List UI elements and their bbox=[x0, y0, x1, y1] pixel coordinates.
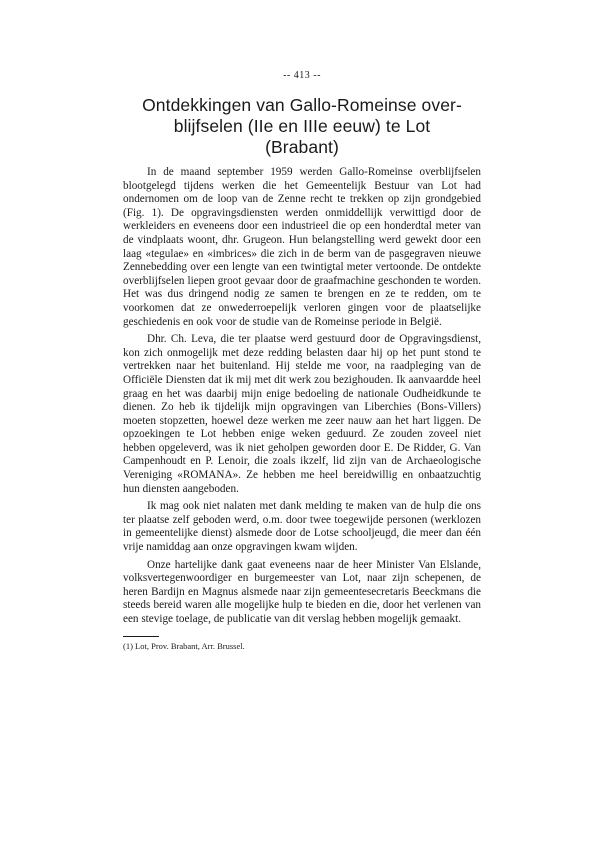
paragraph-1: In de maand september 1959 werden Gallo-Romeinse overblijfselen blootgelegd tijdens werken die het Gemeentelijk Bestuur van Lot had ondernomen om de loop van de Zenne recht te trekken op zijn grondgebied (Fig. 1). De opgravingsdiensten werden onmiddellijk verwittigd door de werkleiders en eveneens door een industrieel die op een honderdtal meter van de vindplaats woont, dhr. Grugeon. Hun belangstelling werd gewekt door een laag «tegulae» en «imbrices» die zich in de berm van de pasgegraven nieuwe Zennebedding over een lengte van een twintigtal meter vertoonde. De ontdekte overblijfselen liepen groot gevaar door de graafmachine geschonden te worden. Het was dus dringend nodig ze samen te brengen en ze te redden, om te voorkomen dat ze onwederroepelijk verloren gingen voor de plaatselijke geschiedenis en ook voor de studie van de Romeinse periode in België. bbox=[123, 166, 481, 328]
paragraph-2: Dhr. Ch. Leva, die ter plaatse werd gestuurd door de Opgravingsdienst, kon zich onmogelijk met deze redding belasten daar hij op het punt stond te vertrekken naar het buitenland. Hij stelde me voor, na raadpleging van de Officiële Diensten dat ik mij met dit werk zou bezighouden. Ik aanvaardde heel graag en het was daarbij mijn enige bedoeling de nationale Oudheidkunde te dienen. Zo heb ik tijdelijk mijn opgravingen van Liberchies (Bons-Villers) moeten stopzetten, hoewel deze werken me zeer nauw aan het hart liggen. De opzoekingen te Lot hebben enige weken geduurd. Ze zouden zoveel niet hebben opgeleverd, was ik niet geholpen geworden door E. De Ridder, G. Van Campenhoudt en P. Lenoir, die zoals ikzelf, lid zijn van de Archaeologische Vereniging «ROMANA». Ze hebben me heel bereidwillig en onbaatzuchtig hun diensten aangeboden. bbox=[123, 333, 481, 495]
paragraph-3: Ik mag ook niet nalaten met dank melding te maken van de hulp die ons ter plaatse zelf geboden werd, o.m. door twee toegewijde personen (werklozen in gemeentelijke dienst) alsmede door de Lotse schooljeugd, die meer dan één vrije namiddag aan onze opgravingen kwam wijden. bbox=[123, 500, 481, 554]
footnote-divider bbox=[123, 636, 159, 637]
page-number: -- 413 -- bbox=[283, 70, 321, 81]
paragraph-4: Onze hartelijke dank gaat eveneens naar de heer Minister Van Elslande, volksvertegenwoordiger en burgemeester van Lot, naar zijn schepenen, de heren Bardijn en Magnus alsmede naar zijn gemeentesecretaris Beeckmans die steeds bereid waren alle mogelijke hulp te bieden en die, door het verlenen van een stevige toelage, de publicatie van dit verslag hebben mogelijk gemaakt. bbox=[123, 558, 481, 625]
article-body bbox=[123, 166, 481, 627]
title-line-3: (Brabant) bbox=[265, 137, 339, 157]
title-line-1: Ontdekkingen van Gallo-Romeinse over- bbox=[142, 95, 462, 115]
article-title bbox=[123, 95, 481, 158]
document-page bbox=[123, 70, 481, 652]
title-line-2: blijfselen (IIe en IIIe eeuw) te Lot bbox=[173, 116, 431, 136]
footnote: (1) Lot, Prov. Brabant, Arr. Brussel. bbox=[123, 640, 245, 651]
